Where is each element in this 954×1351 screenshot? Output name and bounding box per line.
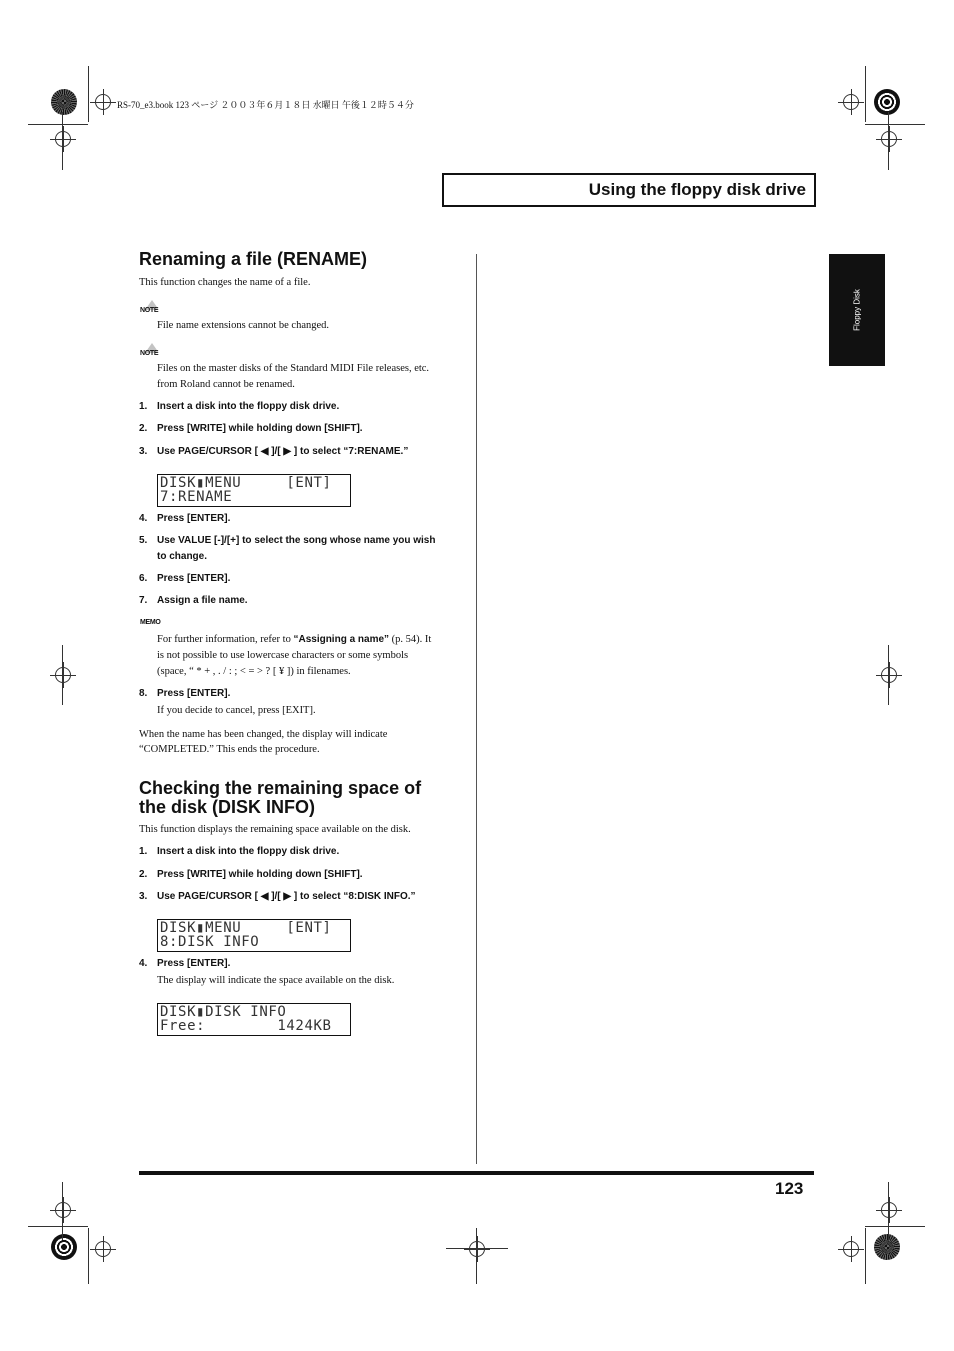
- crop-crosshair-icon: [843, 94, 859, 110]
- crop-line: [62, 1182, 63, 1240]
- crop-crosshair-icon: [881, 667, 897, 683]
- note-text: Files on the master disks of the Standard MIDI File releases, etc.: [157, 363, 430, 374]
- page-number: 123: [775, 1179, 804, 1198]
- step-number: 7.: [139, 595, 148, 606]
- memo-text: For further information, refer to “Assigning a name” (p. 54). It: [157, 634, 432, 645]
- step-number: 3.: [139, 891, 148, 902]
- lcd-row: DISK▮DISK INFO: [160, 1004, 287, 1020]
- outro-text: When the name has been changed, the display will indicate: [139, 729, 388, 740]
- lcd-display: [157, 474, 351, 507]
- crop-line: [476, 1228, 477, 1284]
- crop-crosshair-icon: [55, 1202, 71, 1218]
- step-text: Insert a disk into the floppy disk drive.: [157, 401, 340, 412]
- crop-line: [865, 66, 866, 122]
- note-icon: NOTE: [139, 345, 163, 359]
- crop-line: [62, 112, 63, 170]
- crop-line: [888, 645, 889, 705]
- step-number: 5.: [139, 535, 148, 546]
- step-number: 6.: [139, 573, 148, 584]
- section-title: Using the floppy disk drive: [588, 180, 806, 199]
- step-text: Assign a file name.: [157, 595, 248, 606]
- memo-text: is not possible to use lowercase characters or some symbols: [157, 650, 409, 661]
- note-text: from Roland cannot be renamed.: [157, 379, 295, 390]
- file-info-header: RS-70_e3.book 123 ページ ２００３年６月１８日 水曜日 午後１２時５４分: [117, 100, 414, 110]
- section-title-box: [442, 173, 816, 207]
- lcd-display: [157, 919, 351, 952]
- cancel-text: If you decide to cancel, press [EXIT].: [157, 705, 316, 716]
- step-text: Press [WRITE] while holding down [SHIFT].: [157, 423, 363, 434]
- step-number: 1.: [139, 846, 148, 857]
- rename-heading: Renaming a file (RENAME): [139, 249, 368, 269]
- crop-crosshair-icon: [55, 131, 71, 147]
- step-text: Use VALUE [-]/[+] to select the song whose name you wish: [157, 535, 436, 546]
- crop-line: [88, 1228, 89, 1284]
- crop-line: [28, 1226, 88, 1227]
- crop-crosshair-icon: [95, 1241, 111, 1257]
- step-number: 8.: [139, 688, 148, 699]
- lcd-display: [157, 1003, 351, 1036]
- step-text: Press [WRITE] while holding down [SHIFT].: [157, 869, 363, 880]
- lcd-row: Free: 1424KB: [160, 1018, 332, 1034]
- step-text: Press [ENTER].: [157, 688, 231, 699]
- crop-line: [865, 1226, 925, 1227]
- after-step-text: The display will indicate the space available on the disk.: [157, 975, 395, 986]
- registration-mark-icon: [874, 1234, 900, 1260]
- crop-line: [446, 1248, 508, 1249]
- side-tab-label: Floppy Disk: [852, 289, 862, 331]
- note-icon: NOTE: [139, 302, 163, 316]
- crop-line: [62, 645, 63, 705]
- crop-line: [865, 1228, 866, 1284]
- diskinfo-intro: This function displays the remaining space available on the disk.: [139, 824, 411, 835]
- step-number: 2.: [139, 869, 148, 880]
- step-text: Use PAGE/CURSOR [ ◀ ]/[ ▶ ] to select “8:DISK INFO.”: [157, 891, 416, 902]
- registration-mark-icon: [51, 1234, 77, 1260]
- crop-crosshair-icon: [95, 94, 111, 110]
- crop-crosshair-icon: [881, 131, 897, 147]
- step-number: 2.: [139, 423, 148, 434]
- diskinfo-heading: Checking the remaining space of: [139, 778, 422, 798]
- lcd-row: DISK▮MENU [ENT]: [160, 475, 332, 491]
- step-number: 4.: [139, 958, 148, 969]
- crop-crosshair-icon: [843, 1241, 859, 1257]
- crop-line: [888, 112, 889, 170]
- lcd-row: DISK▮MENU [ENT]: [160, 920, 332, 936]
- registration-mark-icon: [874, 89, 900, 115]
- column-divider: [476, 254, 477, 1164]
- note-text: File name extensions cannot be changed.: [157, 320, 330, 331]
- lcd-row: 8:DISK INFO: [160, 934, 260, 950]
- step-number: 3.: [139, 446, 148, 457]
- step-text: to change.: [157, 551, 208, 562]
- step-number: 4.: [139, 513, 148, 524]
- outro-text: “COMPLETED.” This ends the procedure.: [139, 744, 320, 755]
- registration-mark-icon: [51, 89, 77, 115]
- step-text: Use PAGE/CURSOR [ ◀ ]/[ ▶ ] to select “7:RENAME.”: [157, 446, 409, 457]
- crop-crosshair-icon: [881, 1202, 897, 1218]
- memo-icon: MEMO: [140, 619, 161, 626]
- rename-intro: This function changes the name of a file.: [139, 277, 311, 288]
- crop-line: [888, 1182, 889, 1240]
- side-tab: [829, 254, 885, 366]
- footer-rule: [139, 1171, 814, 1175]
- crop-line: [28, 124, 88, 125]
- step-text: Press [ENTER].: [157, 958, 231, 969]
- crop-line: [865, 124, 925, 125]
- crop-crosshair-icon: [469, 1241, 485, 1257]
- step-text: Press [ENTER].: [157, 513, 231, 524]
- memo-text: (space, “ * + , . / : ; < = > ? [ ¥ ]) in filenames.: [157, 666, 351, 677]
- lcd-row: 7:RENAME: [160, 489, 233, 505]
- step-text: Insert a disk into the floppy disk drive.: [157, 846, 340, 857]
- crop-line: [88, 66, 89, 122]
- crop-crosshair-icon: [55, 667, 71, 683]
- step-number: 1.: [139, 401, 148, 412]
- step-text: Press [ENTER].: [157, 573, 231, 584]
- diskinfo-heading: the disk (DISK INFO): [139, 797, 316, 817]
